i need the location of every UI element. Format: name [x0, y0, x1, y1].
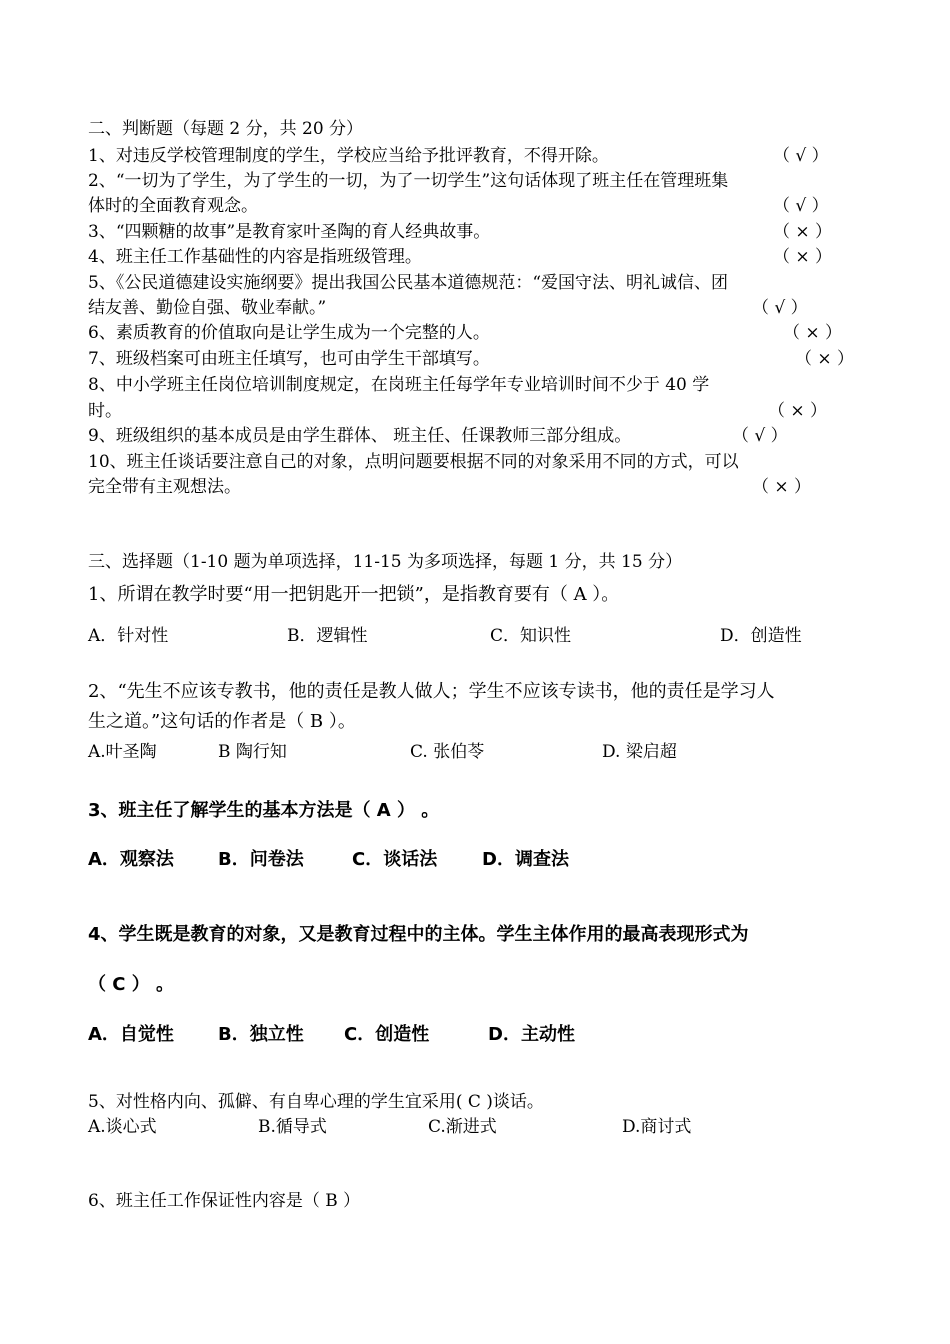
judgment-q5-line2: 结友善、勤俭自强、敬业奉献。” [88, 298, 327, 318]
judgment-q7: 7、班级档案可由班主任填写，也可由学生干部填写。 [88, 349, 490, 369]
judgment-q9-answer: （ √ ） [732, 426, 788, 446]
judgment-heading: 二、判断题（每题 2 分，共 20 分） [88, 119, 364, 139]
choice-q1-option-b: B．逻辑性 [287, 626, 368, 646]
choice-q5-option-a: A.谈心式 [88, 1117, 157, 1137]
judgment-q8-line1: 8、中小学班主任岗位培训制度规定，在岗班主任每学年专业培训时间不少于 40 学 [88, 375, 710, 395]
judgment-q5-line1: 5、《公民道德建设实施纲要》提出我国公民基本道德规范：“爱国守法、明礼诚信、团 [88, 273, 729, 293]
choice-q6: 6、班主任工作保证性内容是（ B ） [88, 1191, 361, 1211]
judgment-q4: 4、班主任工作基础性的内容是指班级管理。 [88, 247, 422, 267]
judgment-q2-line2: 体时的全面教育观念。 [88, 196, 258, 216]
choice-q4-option-b: B．独立性 [218, 1024, 304, 1045]
judgment-q2-answer: （ √ ） [773, 196, 829, 216]
choice-heading: 三、选择题（1-10 题为单项选择，11-15 为多项选择，每题 1 分，共 15 分） [88, 552, 683, 572]
choice-q3-option-d: D．调查法 [482, 849, 569, 870]
judgment-q7-answer: （ × ） [795, 349, 855, 369]
choice-q2-option-c: C. 张伯苓 [410, 742, 485, 762]
judgment-q3: 3、“四颗糖的故事”是教育家叶圣陶的育人经典故事。 [88, 222, 491, 242]
judgment-q1: 1、对违反学校管理制度的学生，学校应当给予批评教育，不得开除。 [88, 146, 609, 166]
judgment-q2-line1: 2、“一切为了学生，为了学生的一切，为了一切学生”这句话体现了班主任在管理班集 [88, 171, 729, 191]
choice-q3: 3、班主任了解学生的基本方法是（ A ） 。 [88, 800, 440, 821]
choice-q4-line1: 4、学生既是教育的对象，又是教育过程中的主体。学生主体作用的最高表现形式为 [88, 924, 749, 945]
judgment-q3-answer: （ × ） [773, 222, 833, 242]
choice-q1-option-d: D．创造性 [720, 626, 802, 646]
choice-q1: 1、所谓在教学时要“用一把钥匙开一把锁”，是指教育要有（ A ）。 [88, 584, 620, 605]
choice-q3-option-b: B．问卷法 [218, 849, 304, 870]
judgment-q8-answer: （ × ） [768, 401, 828, 421]
choice-q3-option-a: A．观察法 [88, 849, 174, 870]
judgment-q9: 9、班级组织的基本成员是由学生群体、 班主任、任课教师三部分组成。 [88, 426, 632, 446]
choice-q5: 5、对性格内向、孤僻、有自卑心理的学生宜采用( C )谈话。 [88, 1092, 544, 1112]
choice-q3-option-c: C．谈话法 [352, 849, 438, 870]
choice-q4-option-d: D．主动性 [488, 1024, 575, 1045]
judgment-q6-answer: （ × ） [783, 323, 843, 343]
choice-q1-option-a: A．针对性 [88, 626, 169, 646]
choice-q4-option-a: A．自觉性 [88, 1024, 174, 1045]
judgment-q8-line2: 时。 [88, 401, 122, 421]
choice-q1-option-c: C．知识性 [490, 626, 572, 646]
choice-q5-option-b: B.循导式 [258, 1117, 327, 1137]
choice-q2-option-d: D. 梁启超 [602, 742, 677, 762]
judgment-q6: 6、素质教育的价值取向是让学生成为一个完整的人。 [88, 323, 490, 343]
choice-q4-line2: （ C ） 。 [88, 974, 175, 995]
choice-q2-line1: 2、“先生不应该专教书，他的责任是教人做人；学生不应该专读书，他的责任是学习人 [88, 681, 775, 702]
choice-q2-option-b: B 陶行知 [218, 742, 287, 762]
judgment-q5-answer: （ √ ） [752, 298, 808, 318]
judgment-q1-answer: （ √ ） [773, 146, 829, 166]
choice-q4-option-c: C．创造性 [344, 1024, 430, 1045]
choice-q2-option-a: A.叶圣陶 [88, 742, 157, 762]
judgment-q10-line1: 10、班主任谈话要注意自己的对象，点明问题要根据不同的对象采用不同的方式，可以 [88, 452, 739, 472]
choice-q2-line2: 生之道。”这句话的作者是（ B ）。 [88, 711, 356, 732]
judgment-q4-answer: （ × ） [773, 247, 833, 267]
judgment-q10-line2: 完全带有主观想法。 [88, 477, 241, 497]
judgment-q10-answer: （ × ） [752, 477, 812, 497]
choice-q5-option-c: C.渐进式 [428, 1117, 497, 1137]
choice-q5-option-d: D.商讨式 [622, 1117, 692, 1137]
